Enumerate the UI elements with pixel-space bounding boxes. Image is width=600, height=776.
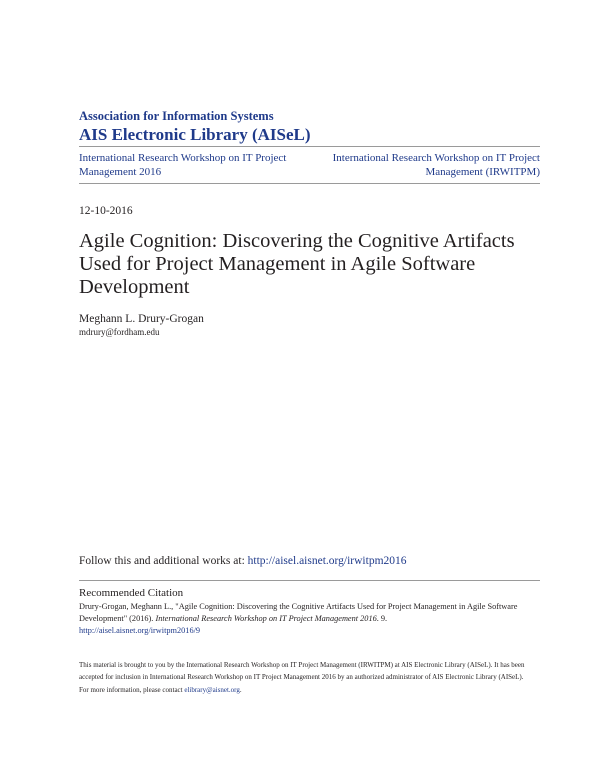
contact-email-link[interactable]: elibrary@aisnet.org — [184, 685, 240, 694]
copyright-notice — [79, 659, 534, 696]
association-name[interactable]: Association for Information Systems — [79, 109, 274, 123]
recommended-citation-heading: Recommended Citation — [79, 587, 184, 599]
organization-header — [79, 109, 311, 145]
notice-end: . — [239, 685, 242, 694]
notice-text: This material is brought to you by the International Research Workshop on IT Project Management (IRWITPM) at AIS Electronic Library (AISeL). It has been accepted for inclusion in International Research Workshop on IT Project Management 2016 by an authorized administrator of AIS Electronic Library (AISeL). For more information, please contact — [79, 661, 525, 694]
publication-date: 12-10-2016 — [79, 205, 133, 217]
follow-line — [79, 555, 407, 567]
paper-title: Agile Cognition: Discovering the Cognitive Artifacts Used for Project Management in Agile Software Development — [79, 230, 515, 298]
series-link-left[interactable]: International Research Workshop on IT Project Management 2016 — [79, 152, 287, 178]
author-name: Meghann L. Drury-Grogan — [79, 313, 204, 325]
library-name[interactable]: AIS Electronic Library (AISeL) — [79, 125, 311, 144]
citation-divider — [79, 580, 540, 581]
citation-block — [79, 601, 529, 637]
citation-journal: International Research Workshop on IT Project Management 2016 — [155, 614, 377, 623]
top-divider — [79, 146, 540, 147]
bottom-divider — [79, 183, 540, 184]
follow-text: Follow this and additional works at: — [79, 555, 248, 567]
citation-text: Drury-Grogan, Meghann L., "Agile Cognition: Discovering the Cognitive Artifacts Used for Project Management in Agile Software Development" (2016). — [79, 602, 518, 623]
citation-link[interactable]: http://aisel.aisnet.org/irwitpm2016/9 — [79, 626, 201, 635]
follow-link[interactable]: http://aisel.aisnet.org/irwitpm2016 — [247, 555, 407, 567]
citation-suffix: . 9. — [376, 614, 388, 623]
author-email: mdrury@fordham.edu — [79, 327, 160, 337]
series-link-right[interactable]: International Research Workshop on IT Project Management (IRWITPM) — [332, 152, 540, 178]
